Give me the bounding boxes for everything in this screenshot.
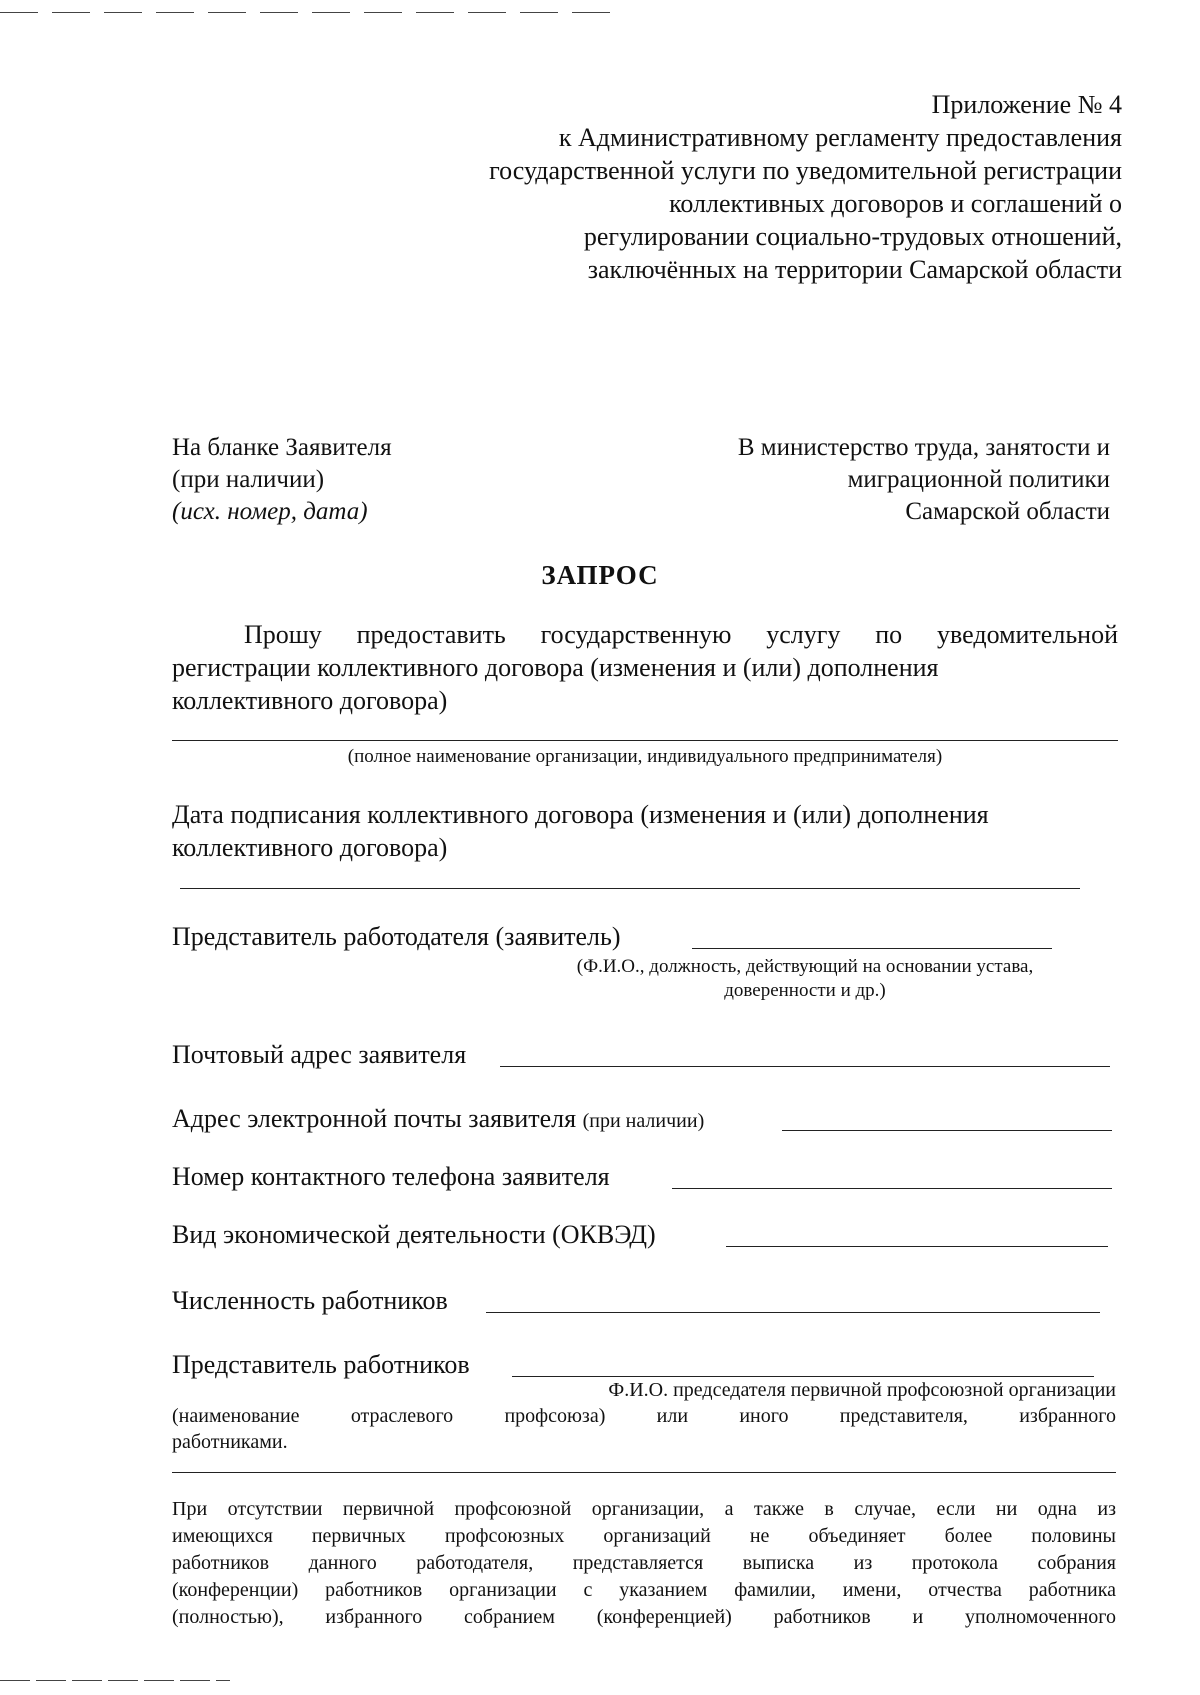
headcount-label: Численность работников [172,1286,448,1315]
postal-address-input-line [500,1066,1110,1067]
employer-rep-caption-line: доверенности и др.) [724,980,886,1001]
addressee-line: В министерство труда, занятости и [737,434,1110,461]
signing-date-block [172,798,1118,864]
addressee-line: Самарской области [905,498,1110,525]
employer-rep-input-line [692,948,1052,949]
addressee-line: миграционной политики [847,466,1110,493]
organization-name-line [172,740,1118,741]
headcount-input-line [486,1312,1100,1313]
organization-name-caption: (полное наименование организации, индивидуального предпринимателя) [347,746,943,767]
employer-rep-caption-line: (Ф.И.О., должность, действующий на основании устава, [576,956,1034,977]
email-optional-note: (при наличии) [582,1110,705,1132]
appendix-line: коллективных договоров и соглашений о [669,189,1122,218]
email-label [172,1102,704,1138]
appendix-line: заключённых на территории Самарской области [587,255,1122,284]
request-line: регистрации коллективного договора (изменения и (или) дополнения [172,653,939,682]
workers-rep-label: Представитель работников [172,1350,470,1379]
okved-input-line [726,1246,1108,1247]
employer-rep-caption [520,955,1090,1003]
signing-date-line: Дата подписания коллективного договора (изменения и (или) дополнения [172,800,989,829]
appendix-line: регулировании социально-трудовых отношений, [583,222,1122,251]
note-line: работников данного работодателя, представляется выписка из протокола собрания [172,1552,1116,1574]
letterhead-line: На бланке Заявителя [172,434,392,461]
workers-rep-caption-line: (наименование отраслевого профсоюза) или иного представителя, избранного [172,1405,1116,1427]
workers-rep-caption-line: Ф.И.О. председателя первичной профсоюзной организации [608,1379,1116,1401]
employer-rep-label: Представитель работодателя (заявитель) [172,922,621,951]
note-line: (конференции) работников организации с указанием фамилии, имени, отчества работника [172,1579,1116,1601]
request-line: коллективного договора) [172,686,448,715]
signing-date-line: коллективного договора) [172,833,448,862]
scan-edge-line-top [0,12,620,13]
note-line: имеющихся первичных профсоюзных организаций не объединяет более половины [172,1525,1116,1547]
phone-input-line [672,1188,1112,1189]
workers-rep-caption [172,1377,1116,1455]
note-paragraph [172,1496,1116,1631]
outgoing-number-date: (исх. номер, дата) [172,498,368,525]
applicant-letterhead [172,432,392,528]
appendix-line: государственной услуги по уведомительной регистрации [489,156,1122,185]
scan-edge-line-bottom [0,1680,230,1681]
request-line: Прошу предоставить государственную услугу по уведомительной [244,620,1118,649]
phone-label: Номер контактного телефона заявителя [172,1162,610,1191]
appendix-header [362,88,1122,286]
okved-label: Вид экономической деятельности (ОКВЭД) [172,1220,656,1249]
document-title: ЗАПРОС [541,560,659,590]
appendix-line: к Административному регламенту предоставления [558,123,1122,152]
signing-date-input-line [180,888,1080,889]
email-input-line [782,1130,1112,1131]
note-line: (полностью), избранного собранием (конференцией) работников и уполномоченного [172,1606,1116,1628]
appendix-line: Приложение № 4 [931,90,1122,119]
email-label-text: Адрес электронной почты заявителя [172,1104,577,1133]
addressee [630,432,1110,528]
workers-rep-caption-line: работниками. [172,1431,288,1453]
workers-rep-extra-line [172,1472,1116,1473]
postal-address-label: Почтовый адрес заявителя [172,1040,467,1069]
request-paragraph [172,618,1118,717]
note-line: При отсутствии первичной профсоюзной организации, а также в случае, если ни одна из [172,1498,1116,1520]
letterhead-line: (при наличии) [172,466,325,493]
